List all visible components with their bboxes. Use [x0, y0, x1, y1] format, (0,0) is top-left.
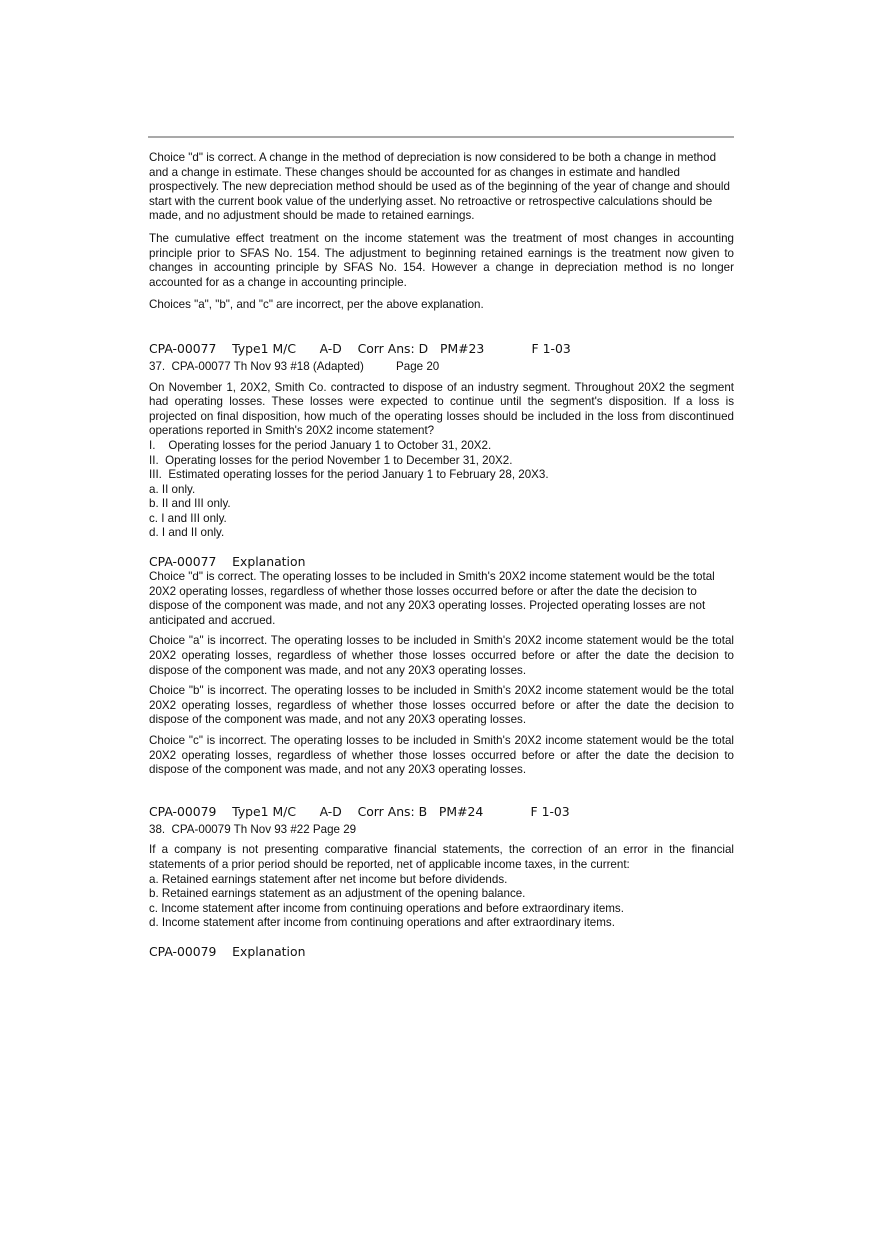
prev-explanation-paragraph-1: Choice "d" is correct. A change in the method of depreciation is now considered to be both a change in method and a change in estimate. These changes should be accounted for as changes in estimate and handled prospectively. The new depreciation method should be used as of the beginning of the year of change and should start with the current book value of the underlying asset. No retroactive or retrospective calculations should be made, and no adjustment should be made to retained earnings. [149, 151, 730, 223]
question-37-explanation-b: Choice "b" is incorrect. The operating losses to be included in Smith's 20X2 income statement would be the total 20X2 operating losses, regardless of whether those losses occurred before or after the date the decision to dispose of the component was made, and not any 20X3 operating losses. [149, 684, 734, 727]
question-37-explanation-header: CPA-00077 Explanation [149, 554, 306, 570]
question-37-reference: 37. CPA-00077 Th Nov 93 #18 (Adapted) Page 20 [149, 359, 440, 373]
question-38-choice-b: b. Retained earnings statement as an adjustment of the opening balance. [149, 887, 526, 901]
prev-explanation-paragraph-3: Choices "a", "b", and "c" are incorrect, per the above explanation. [149, 298, 484, 312]
question-38-choices [149, 873, 734, 931]
question-37-item-2: II. Operating losses for the period November 1 to December 31, 20X2. [149, 453, 513, 467]
question-37-choice-b: b. II and III only. [149, 497, 231, 511]
question-37-stem: On November 1, 20X2, Smith Co. contracted to dispose of an industry segment. Throughout 20X2 the segment had operating losses. These losses were expected to continue until the segment's disposition. If a loss is projected on final disposition, how much of the operating losses should be included in the loss from discontinued operations reported in Smith's 20X2 income statement? [149, 380, 734, 438]
question-37-explanation-c: Choice "c" is incorrect. The operating losses to be included in Smith's 20X2 income statement would be the total 20X2 operating losses, regardless of whether those losses occurred before or after the date the decision to dispose of the component was made, and not any 20X3 operating losses. [149, 734, 734, 777]
question-37-choice-d: d. I and II only. [149, 526, 225, 540]
question-37-explanation-d: Choice "d" is correct. The operating losses to be included in Smith's 20X2 income statement would be the total 20X2 operating losses, regardless of whether those losses occurred before or after the date the decision to dispose of the component was made, and not any 20X3 operating losses. Projected operating losses are not anticipated and accrued. [149, 570, 715, 627]
question-37-item-1: I. Operating losses for the period January 1 to October 31, 20X2. [149, 438, 492, 452]
page-content [149, 151, 734, 960]
question-37-explanation-a: Choice "a" is incorrect. The operating losses to be included in Smith's 20X2 income statement would be the total 20X2 operating losses, regardless of whether those losses occurred before or after the date the decision to dispose of the component was made, and not any 20X3 operating losses. [149, 634, 734, 677]
prev-explanation-paragraph-2: The cumulative effect treatment on the income statement was the treatment of most changes in accounting principle prior to SFAS No. 154. The adjustment to beginning retained earnings is the treatment now given to changes in accounting principle by SFAS No. 154. However a change in depreciation method is no longer accounted for as a change in accounting principle. [149, 231, 734, 289]
question-38-choice-a: a. Retained earnings statement after net income but before dividends. [149, 872, 508, 886]
question-37-choice-c: c. I and III only. [149, 511, 227, 525]
question-38-choice-d: d. Income statement after income from continuing operations and after extraordinary items. [149, 916, 615, 930]
question-37-header: CPA-00077 Type1 M/C A-D Corr Ans: D PM#23 F 1-03 [149, 340, 571, 356]
question-38-choice-c: c. Income statement after income from continuing operations and before extraordinary items. [149, 901, 624, 915]
question-38-reference: 38. CPA-00079 Th Nov 93 #22 Page 29 [149, 822, 357, 836]
question-37-choice-a: a. II only. [149, 482, 196, 496]
question-37-choices [149, 483, 734, 541]
question-37-item-3: III. Estimated operating losses for the period January 1 to February 28, 20X3. [149, 468, 549, 482]
header-rule [148, 136, 734, 138]
question-38 [149, 804, 734, 960]
question-38-stem: If a company is not presenting comparative financial statements, the correction of an error in the financial statements of a prior period should be reported, net of applicable income taxes, in the current: [149, 843, 734, 871]
question-37-items [149, 439, 734, 483]
question-37 [149, 341, 734, 778]
question-38-header: CPA-00079 Type1 M/C A-D Corr Ans: B PM#24 F 1-03 [149, 803, 570, 819]
question-38-explanation-header: CPA-00079 Explanation [149, 943, 306, 959]
